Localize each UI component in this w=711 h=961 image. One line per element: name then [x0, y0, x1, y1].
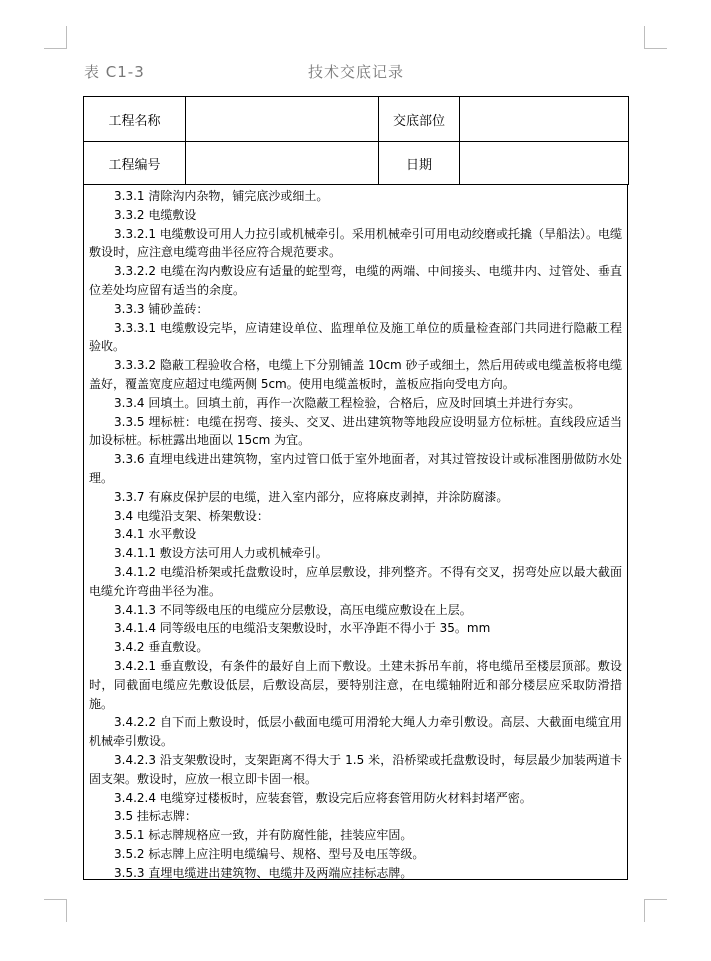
disclosure-content [84, 184, 627, 880]
paragraph: 3.4.2.4 电缆穿过楼板时，应装套管，敷设完后应将套管用防火材料封堵严密。 [114, 790, 532, 805]
location-field[interactable] [460, 97, 629, 142]
table-row [84, 142, 629, 185]
project-name-label: 工程名称 [84, 97, 186, 142]
paragraph: 3.5.2 标志牌上应注明电缆编号、规格、型号及电压等级。 [114, 846, 425, 861]
paragraph: 3.3.3.2 隐蔽工程验收合格，电缆上下分别铺盖 10cm 砂子或细土，然后用砖或电缆盖板将电缆盖好，覆盖宽度应超过电缆两侧 5cm。使用电缆盖板时，盖板应指向受电方向。 [89, 358, 622, 391]
paragraph: 3.4.2 垂直敷设。 [114, 640, 209, 655]
paragraph: 3.3.2.2 电缆在沟内敷设应有适量的蛇型弯，电缆的两端、中间接头、电缆井内、过管处、垂直位差处均应留有适当的余度。 [89, 264, 622, 297]
paragraph: 3.5.1 标志牌规格应一致，并有防腐性能，挂装应牢固。 [114, 828, 413, 843]
paragraph: 3.3.3.1 电缆敷设完毕，应请建设单位、监理单位及施工单位的质量检查部门共同进行隐蔽工程验收。 [89, 320, 622, 354]
paragraph: 3.5 挂标志牌： [114, 809, 197, 824]
crop-mark-top-right [644, 26, 667, 49]
record-header-table [83, 96, 629, 185]
paragraph: 3.3.4 回填土。回填土前，再作一次隐蔽工程检验，合格后，应及时回填土并进行夯实。 [114, 395, 581, 410]
disclosure-content-box [83, 184, 628, 880]
paragraph: 3.3.2 电缆敷设 [114, 207, 197, 222]
paragraph: 3.3.7 有麻皮保护层的电缆，进入室内部分，应将麻皮剥掉，并涂防腐漆。 [114, 489, 509, 504]
paragraph: 3.4.1.1 敷设方法可用人力或机械牵引。 [114, 546, 328, 561]
paragraph: 3.3.1 清除沟内杂物，铺完底沙或细土。 [114, 189, 329, 203]
table-row [84, 97, 629, 142]
project-name-field[interactable] [186, 97, 379, 142]
crop-mark-bottom-left [44, 899, 67, 922]
paragraph: 3.3.2.1 电缆敷设可用人力拉引或机械牵引。采用机械牵引可用电动绞磨或托撬（旱船法）。电缆敷设时，应注意电缆弯曲半径应符合规范要求。 [89, 226, 622, 260]
paragraph: 3.4.1 水平敷设 [114, 527, 197, 542]
paragraph: 3.4.1.4 同等级电压的电缆沿支架敷设时，水平净距不得小于 35。mm [114, 621, 491, 636]
crop-mark-top-left [44, 26, 67, 49]
paragraph: 3.3.3 铺砂盖砖： [114, 301, 209, 316]
paragraph: 3.4.1.2 电缆沿桥架或托盘敷设时，应单层敷设，排列整齐。不得有交叉，拐弯处应以最大截面电缆允许弯曲半径为准。 [89, 564, 622, 598]
paragraph: 3.4.2.3 沿支架敷设时，支架距离不得大于 1.5 米，沿桥梁或托盘敷设时，每层最少加装两道卡固支架。敷设时，应放一根立即卡固一根。 [89, 752, 622, 786]
paragraph: 3.3.6 直埋电线进出建筑物，室内过管口低于室外地面者，对其过管按设计或标准图册做防水处理。 [89, 452, 622, 485]
date-field[interactable] [460, 142, 629, 185]
form-number: 表 C1-3 [84, 63, 145, 81]
crop-mark-bottom-right [644, 899, 667, 922]
paragraph: 3.4.1.3 不同等级电压的电缆应分层敷设，高压电缆应敷设在上层。 [114, 602, 472, 617]
paragraph: 3.5.3 直埋电缆进出建筑物、电缆井及两端应挂标志牌。 [114, 865, 413, 880]
paragraph: 3.4.2.1 垂直敷设，有条件的最好自上而下敷设。土建未拆吊车前，将电缆吊至楼层顶部。敷设时，同截面电缆应先敷设低层，后敷设高层，要特别注意，在电缆轴附近和部分楼层应采取防滑措施。 [89, 658, 622, 711]
date-label: 日期 [379, 142, 460, 185]
project-number-label: 工程编号 [84, 142, 186, 185]
document-title: 技术交底记录 [307, 63, 404, 81]
paragraph: 3.4 电缆沿支架、桥架敷设： [114, 508, 269, 523]
project-number-field[interactable] [186, 142, 379, 185]
paragraph: 3.4.2.2 自下而上敷设时，低层小截面电缆可用滑轮大绳人力牵引敷设。高层、大截面电缆宜用机械牵引敷设。 [89, 715, 622, 749]
paragraph: 3.3.5 埋标桩：电缆在拐弯、接头、交叉、进出建筑物等地段应设明显方位标桩。直线段应适当加设标桩。标桩露出地面以 15cm 为宜。 [89, 414, 622, 448]
location-label: 交底部位 [379, 97, 460, 142]
